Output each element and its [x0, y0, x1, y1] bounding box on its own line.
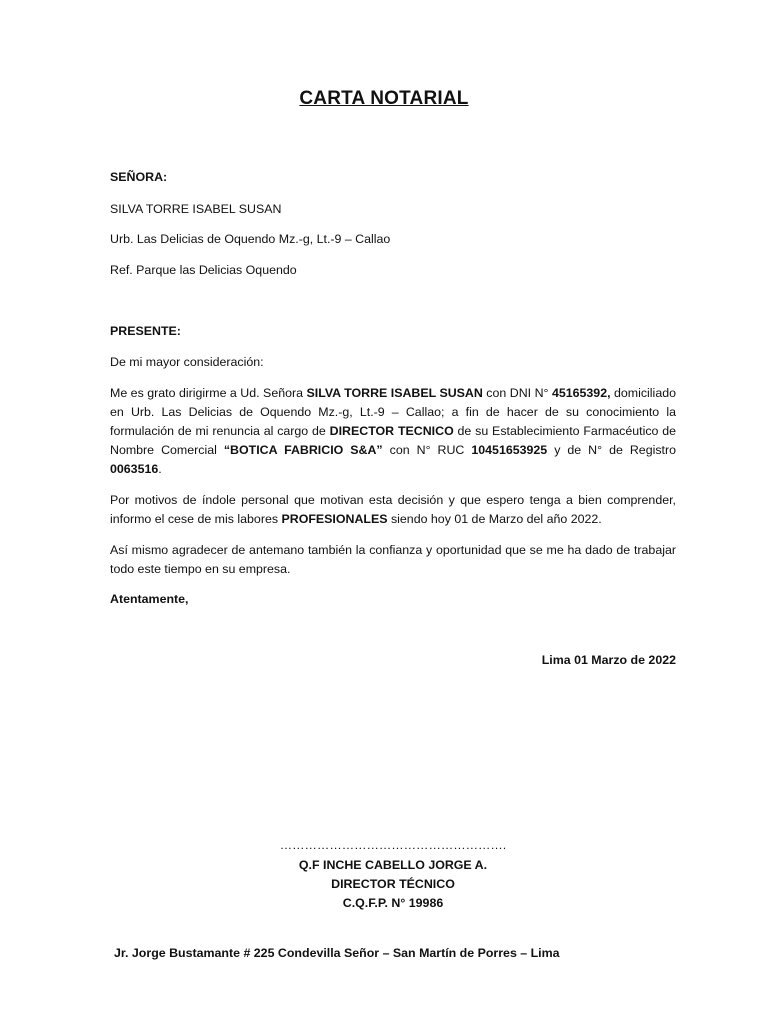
paragraph-motivos — [110, 491, 676, 529]
paragraph2-emphasis: PROFESIONALES — [281, 512, 388, 526]
paragraph1-position: DIRECTOR TECNICO — [329, 424, 454, 438]
paragraph1-text-1: Me es grato dirigirme a Ud. Señora — [110, 386, 307, 400]
paragraph1-name: SILVA TORRE ISABEL SUSAN — [306, 386, 483, 400]
paragraph1-dni: 45165392, — [551, 386, 611, 400]
paragraph1-company: “BOTICA FABRICIO S&A” — [223, 443, 383, 457]
greeting: De mi mayor consideración: — [110, 355, 264, 369]
paragraph-renuncia — [110, 384, 676, 479]
reference-line: Ref. Parque las Delicias Oquendo — [110, 263, 297, 277]
footer-address: Jr. Jorge Bustamante # 225 Condevilla Señor – San Martín de Porres – Lima — [114, 946, 560, 960]
addressee-name: SILVA TORRE ISABEL SUSAN — [110, 202, 282, 216]
signature-name: Q.F INCHE CABELLO JORGE A. — [298, 858, 488, 872]
signature-dots: ………………………………………………. — [279, 838, 507, 852]
date-line: Lima 01 Marzo de 2022 — [541, 653, 676, 667]
addressee-address: Urb. Las Delicias de Oquendo Mz.-g, Lt.-9 – Callao — [110, 232, 391, 246]
document-title: CARTA NOTARIAL — [299, 88, 469, 109]
paragraph1-text-6: y de N° de Registro — [547, 443, 676, 457]
paragraph2-text-2: siendo hoy 01 de Marzo del año 2022. — [387, 512, 602, 526]
salutation: SEÑORA: — [110, 170, 168, 184]
signature-role: DIRECTOR TÉCNICO — [331, 877, 455, 891]
signature-registration: C.Q.F.P. N° 19986 — [342, 896, 444, 910]
closing: Atentamente, — [110, 592, 189, 606]
presente-heading: PRESENTE: — [110, 324, 181, 338]
paragraph1-text-2: con DNI N° — [482, 386, 552, 400]
paragraph-agradecimiento: Así mismo agradecer de antemano también la confianza y oportunidad que se me ha dado de trabajar todo este tiempo en su empresa. — [110, 543, 676, 576]
paragraph1-registry: 0063516 — [110, 462, 159, 476]
paragraph1-ruc: 10451653925 — [471, 443, 548, 457]
paragraph1-text-7: . — [158, 462, 162, 476]
paragraph1-text-3: domiciliado en Urb. Las Delicias de Oquendo Mz.-g, Lt.-9 – Callao; a fin de hacer de su conocimiento la formulación de mi renuncia al cargo de — [110, 386, 676, 438]
paragraph2-text-1: Por motivos de índole personal que motivan esta decisión y que espero tenga a bien comprender, informo el cese de mis labores — [110, 493, 676, 526]
paragraph1-text-5: con N° RUC — [382, 443, 472, 457]
paragraph1-text-4: de su Establecimiento Farmacéutico de Nombre Comercial — [110, 424, 677, 457]
